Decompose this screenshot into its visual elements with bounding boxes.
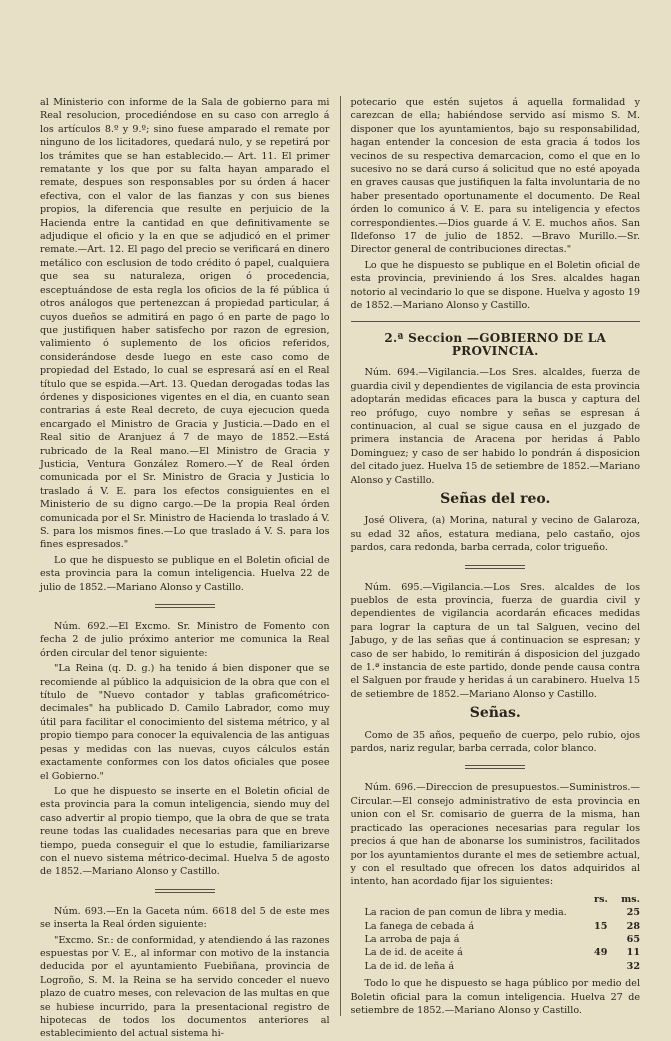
separator — [465, 565, 525, 569]
subheading: Señas. — [469, 705, 521, 722]
paragraph: Núm. 694.—Vigilancia.—Los Sres. alcaldes, fuerza de guardia civil y dependientes de vigilancia de esta provincia adoptarán medidas eficaces para la busca y captura del reo prófugo, cuyo nombre y señas se espresan á continuacion, al cual se sigue causa en el juzgado de primera instancia de Aracena por heridas á Pablo Dominguez; y caso de ser habido lo pondrán á disposicion del citado juez. Huelva 15 de setiembre de 1852.—Mariano Alonso y Castillo. — [350, 367, 641, 486]
paragraph: Como de 35 años, pequeño de cuerpo, pelo rubio, ojos pardos, nariz regular, barba cerrada, color blanco. — [350, 729, 641, 755]
subheading: Señas del reo. — [440, 490, 551, 507]
price-table — [365, 893, 641, 973]
newspaper-page — [40, 96, 641, 1040]
paragraph: Lo que he dispuesto se publique en el Boletin oficial de esta provincia, previniendo á los Sres. alcaldes hagan notorio al vecindario lo que se dispone. Huelva y agosto 19 de 1852.—Mariano Alonso y Castillo. — [350, 259, 641, 312]
table-row: La racion de pan comun de libra y media. 25 — [364, 907, 641, 919]
separator — [155, 604, 215, 608]
paragraph: Núm. 692.—El Excmo. Sr. Ministro de Fomento con fecha 2 de julio próximo anterior me comunica la Real órden circular del tenor siguiente: — [40, 621, 330, 659]
separator — [155, 889, 215, 893]
paragraph: "La Reina (q. D. g.) ha tenido á bien disponer que se recomiende al público la adquisicion de la obra que con el título de "Nuevo contador y tablas graficométrico-decimales" ha publicado D. Camilo Labrador, como muy útil para facilitar el conocimiento del sistema métrico, y al propio tiempo para conocer la equivalencia de las antiguas pesas y medidas con las nuevas, cuyos cálculos están exactamente conformes con los datos oficiales que posee el Gobierno." — [40, 663, 330, 782]
column-divider — [340, 96, 341, 1016]
table-row: La de id. de leña á 32 — [364, 960, 641, 972]
paragraph: Núm. 693.—En la Gaceta núm. 6618 del 5 de este mes se inserta la Real órden siguiente: — [40, 905, 330, 931]
left-column — [40, 96, 330, 1040]
table-row: La fanega de cebada á 15 28 — [364, 920, 641, 932]
table-row: La arroba de paja á 65 — [364, 933, 641, 945]
section-heading: 2.ª Seccion —GOBIERNO DE LA PROVINCIA. — [384, 330, 607, 358]
separator — [465, 765, 525, 769]
column-header-rs: rs. — [594, 893, 608, 905]
paragraph: al Ministerio con informe de la Sala de gobierno para mi Real resolucion, procediéndose en su caso con arreglo á los artículos 8.º y 9.º; sino fuese amparado el remate por ninguno de los licitadores, quedará nulo, y se repetirá por los trámites que se han establecido.— Art. 11. El primer rematante y los que por su falta hayan amparado el remate, despues son responsables por su órden á hacer efectiva, con el valor de las fianzas y con sus bienes propios, la diferencia que resulte en perjuicio de la Hacienda entre la cantidad en que definitivamente se adjudique el oficio y la en que se adjudicó en el primer remate.—Art. 12. El pago del precio se verificará en dinero metálico con esclusion de todo crédito ó papel, cualquiera que sea su naturaleza, origen ó procedencia, esceptuándose de esta regla los oficios de la fé pública ú otros análogos que pertenezcan á propiedad particular, á cuyos dueños se admitirá en pago ó en parte de pago lo que justifiquen haber satisfecho por razon de egresion, valimiento ó suplemento de los oficios referidos, considerándose desde luego en este caso como de propiedad del Estado, lo cual se espresará así en el Real título que se espida.—Art. 13. Quedan derogadas todas las órdenes y disposiciones vigentes en el dia, en cuanto sean contrarias á este Real decreto, de cuya ejecucion queda encargado el Ministro de Gracia y Justicia.—Dado en el Real sitio de Aranjuez á 7 de mayo de 1852.—Está rubricado de la Real mano.—El Ministro de Gracia y Justicia, Ventura González Romero.—Y de Real órden comunicada por el Sr. Ministro de Gracia y Justicia lo traslado á V. E. para los efectos consiguientes en el Ministerio de su digno cargo.—De la propia Real órden comunicada por el Sr. Ministro de Hacienda lo traslado á V. S. para los mismos fines.—Lo que traslado á V. S. para los fines espresados." — [40, 97, 330, 551]
paragraph: "Excmo. Sr.: de conformidad, y atendiendo á las razones espuestas por V. E., al informar con motivo de la instancia deducida por el ayuntamiento Fuebiñana, provincia de Logroño, S. M. la Reina se ha servido conceder el nuevo plazo de cuatro meses, con relevacion de las multas en que se hubiese incurrido, para la presentacional registro de hipotecas de todos los documentos anteriores al establecimiento del actual sistema hi- — [40, 934, 330, 1040]
paragraph: Lo que he dispuesto se inserte en el Boletin oficial de esta provincia para la comun inteligencia, siendo muy del caso advertir al propio tiempo, que la obra de que se trata reune todas las cualidades necesarias para que en breve tiempo, pueda conseguir el que lo estudie, familiarizarse con el nuevo sistema métrico-decimal. Huelva 5 de agosto de 1852.—Mariano Alonso y Castillo. — [40, 785, 330, 878]
paragraph: Todo lo que he dispuesto se haga público por medio del Boletin oficial para la comun inteligencia. Huelva 27 de setiembre de 1852.—Mariano Alonso y Castillo. — [350, 978, 641, 1016]
paragraph: Núm. 695.—Vigilancia.—Los Sres. alcaldes de los pueblos de esta provincia, fuerza de guardia civil y dependientes de vigilancia acordarán eficaces medidas para lograr la captura de un tal Salguen, vecino del Jabugo, y de las señas que á continuacion se espresan; y caso de ser habido, lo remitirán á disposicion del juzgado de 1.ª instancia de este partido, donde pende causa contra el Salguen por fraude y heridas á un carabinero. Huelva 15 de setiembre de 1852.—Mariano Alonso y Castillo. — [350, 581, 641, 700]
table-row: La de id. de aceite á 49 11 — [364, 947, 641, 959]
paragraph: Núm. 696.—Direccion de presupuestos.—Suministros.—Circular.—El consejo administrativo de esta provincia en union con el Sr. comisario de guerra de la misma, han practicado las operaciones necesarias para regular los precios á que han de abonarse los suministros, facilitados por los ayuntamientos durante el mes de setiembre actual, y con el resultado que ofrecen los datos adquiridos al intento, han acordado fijar los siguientes: — [350, 782, 641, 888]
column-header-ms: ms. — [621, 893, 641, 905]
paragraph: potecario que estén sujetos á aquella formalidad y carezcan de ella; habiéndose servido así mismo S. M. disponer que los ayuntamientos, bajo su responsabilidad, hagan entender la concesion de esta gracia á todos los vecinos de su respectiva demarcacion, como el que en lo sucesivo no se dará curso á solicitud que no esté apoyada en graves causas que justifiquen la falta involuntaria de no haber presentado oportunamente el documento. De Real órden lo comunico á V. E. para su inteligencia y efectos correspondientes.—Dios guarde á V. E. muchos años. San Ildefonso 17 de julio de 1852. —Bravo Murillo.—Sr. Director general de contribuciones directas." — [350, 97, 641, 256]
paragraph: Lo que he dispuesto se publique en el Boletin oficial de esta provincia para la comun inteligencia. Huelva 22 de julio de 1852.—Mariano Alonso y Castillo. — [40, 554, 330, 593]
section-rule — [351, 321, 641, 322]
price-table-header — [365, 893, 641, 906]
paragraph: José Olivera, (a) Morina, natural y vecino de Galaroza, su edad 32 años, estatura mediana, pelo castaño, ojos pardos, cara redonda, barba cerrada, color trigueño. — [350, 515, 641, 554]
right-column — [351, 96, 641, 1016]
